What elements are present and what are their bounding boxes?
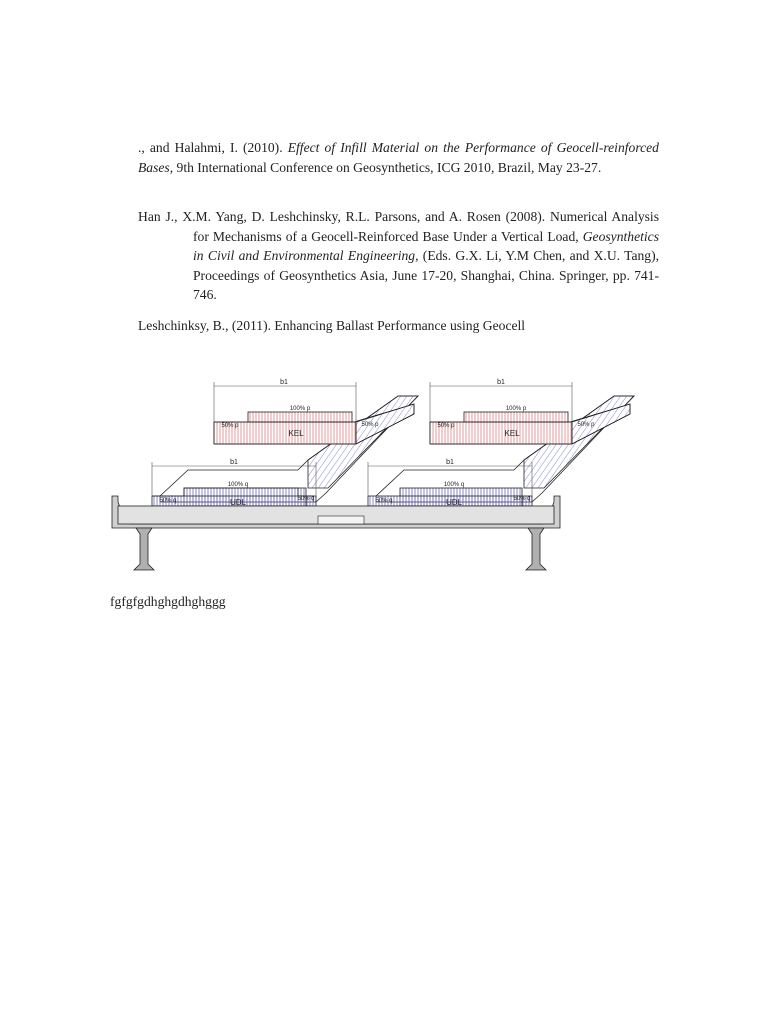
- dimension-label: b1: [280, 379, 288, 386]
- kel-100p-label: 100% p: [289, 406, 311, 412]
- udl-50q-label: 50% q: [375, 498, 393, 504]
- kel-100p-label: 100% p: [505, 406, 527, 412]
- reference-3-text: Leshchinksy, B., (2011). Enhancing Ballast Performance using Geocell: [138, 318, 526, 333]
- reference-1-title: Effect of Infill Material on the Performance of Geocell-reinforced Bases: [138, 140, 659, 175]
- girder-left: [134, 528, 154, 570]
- kel-label: KEL: [288, 429, 304, 438]
- udl-label: UDL: [229, 498, 247, 507]
- reference-entry-3: [138, 316, 659, 336]
- reference-1-authors: ., and Halahmi, I. (2010).: [138, 140, 288, 155]
- udl-50q-label: 50% q: [513, 496, 531, 502]
- reference-2-details: (Eds. G.X. Li, Y.M Chen, and X.U. Tang), Proceedings of Geosynthetics Asia, June 17-20, Shanghai, China. Springer, pp. 741-746.: [193, 248, 659, 302]
- dimension-label: b1: [497, 379, 505, 386]
- udl-100q-label: 100% q: [443, 482, 465, 488]
- reference-2-title: Geosynthetics in Civil and Environmental Engineering,: [193, 228, 659, 263]
- reference-entry-2: [138, 207, 659, 305]
- girder-right: [526, 528, 546, 570]
- dimension-label: b1: [446, 459, 454, 466]
- reference-entry-1: [138, 138, 659, 177]
- kel-50p-label: 50% p: [437, 423, 455, 429]
- udl-50q-label: 50% q: [297, 496, 315, 502]
- kel-label: KEL: [504, 429, 520, 438]
- udl-label: UDL: [445, 498, 463, 507]
- dimension-label: b1: [230, 459, 238, 466]
- kel-50p-label: 50% p: [221, 423, 239, 429]
- reference-1-details: , 9th International Conference on Geosynthetics, ICG 2010, Brazil, May 23-27.: [169, 159, 602, 175]
- udl-100q-label: 100% q: [227, 482, 249, 488]
- footer-text: fgfgfgdhghgdhghggg: [110, 594, 226, 609]
- kel-50p-label: 50% p: [361, 422, 379, 428]
- bridge-load-diagram: [108, 378, 660, 578]
- kel-50p-label: 50% p: [577, 422, 595, 428]
- reference-2-authors: Han J., X.M. Yang, D. Leshchinsky, R.L. Parsons, and A. Rosen (2008). Numerical Analysis for Mechanisms of a Geocell-Reinforced Base Under a Vertical Load,: [138, 209, 659, 244]
- udl-50q-label: 50% q: [159, 498, 177, 504]
